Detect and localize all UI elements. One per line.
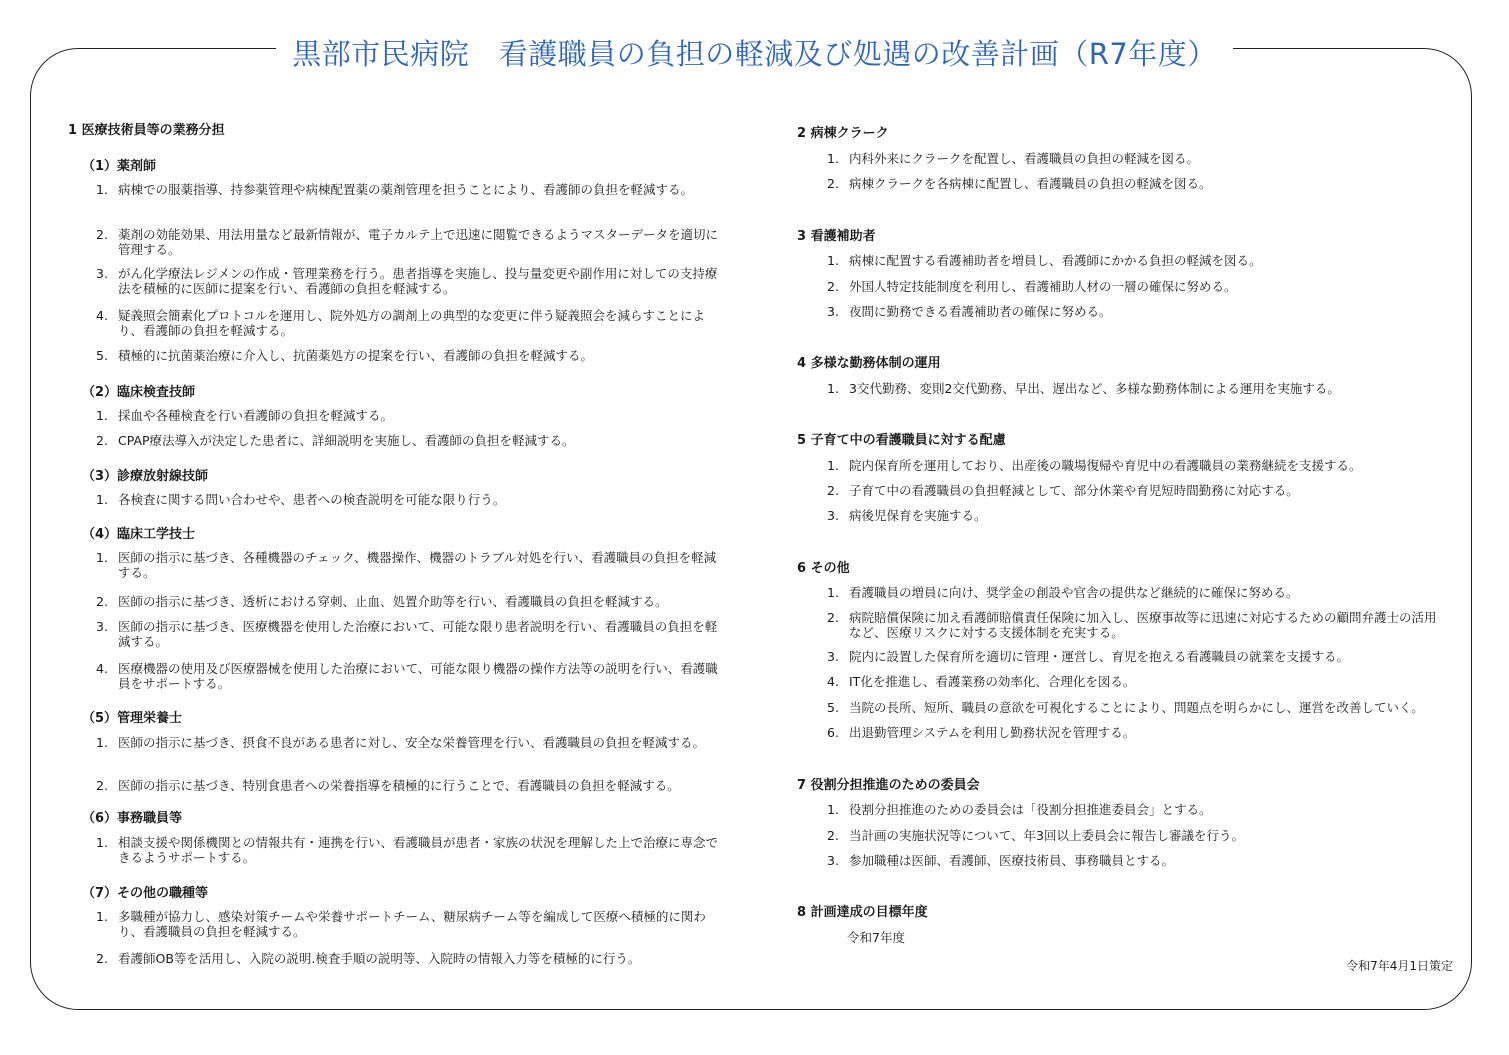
section-heading: 5 子育て中の看護職員に対する配慮: [797, 433, 1006, 448]
list-item: [827, 802, 1447, 817]
section-heading: 3 看護補助者: [797, 229, 876, 244]
item-number: 2.: [827, 176, 839, 191]
item-number: 2.: [96, 433, 108, 448]
item-text: 医師の指示に基づき、各種機器のチェック、機器操作、機器のトラブル対処を行い、看護職員の負担を軽減する。: [118, 550, 717, 580]
item-number: 1.: [96, 835, 108, 850]
item-text: 医療機器の使用及び医療器械を使用した治療において、可能な限り機器の操作方法等の説明を行い、看護職員をサポートする。: [118, 661, 718, 691]
list-item: [827, 458, 1447, 473]
list-item: [96, 408, 723, 423]
item-text: 夜間に勤務できる看護補助者の確保に努める。: [849, 304, 1112, 319]
list-item: [827, 253, 1447, 268]
item-text: 各検査に関する問い合わせや、患者への検査説明を可能な限り行う。: [118, 492, 506, 507]
item-text: 当計画の実施状況等について、年3回以上委員会に報告し審議を行う。: [849, 828, 1244, 843]
item-number: 1.: [96, 550, 108, 565]
item-text: 当院の長所、短所、職員の意欲を可視化することにより、問題点を明らかにし、運営を改善していく。: [849, 700, 1424, 715]
item-number: 2.: [827, 279, 839, 294]
list-item: [827, 176, 1447, 191]
item-text: 院内に設置した保育所を適切に管理・運営し、育児を抱える看護職員の就業を支援する。: [849, 649, 1350, 664]
item-number: 1.: [96, 909, 108, 924]
item-number: 3.: [96, 619, 108, 634]
item-text: 内科外来にクラークを配置し、看護職員の負担の軽減を図る。: [849, 151, 1200, 166]
list-item: [96, 909, 723, 939]
list-item: [827, 610, 1447, 640]
list-item: [827, 853, 1447, 868]
item-text: 積極的に抗菌薬治療に介入し、抗菌薬処方の提案を行い、看護師の負担を軽減する。: [118, 348, 594, 363]
item-text: 相談支援や関係機関との情報共有・連携を行い、看護職員が患者・家族の状況を理解した上で治療に専念できるようサポートする。: [118, 835, 719, 865]
section-heading: 8 計画達成の目標年度: [797, 905, 928, 920]
item-text: 医師の指示に基づき、医療機器を使用した治療において、可能な限り患者説明を行い、看護職員の負担を軽減する。: [118, 619, 718, 649]
subsection-heading: （6）事務職員等: [82, 811, 183, 826]
item-number: 6.: [827, 725, 839, 740]
item-text: 外国人特定技能制度を利用し、看護補助人材の一層の確保に努める。: [849, 279, 1237, 294]
item-number: 5.: [96, 348, 108, 363]
section-heading: 7 役割分担推進のための委員会: [797, 778, 980, 793]
item-text: 院内保育所を運用しており、出産後の職場復帰や育児中の看護職員の業務継続を支援する。: [849, 458, 1362, 473]
list-item: [96, 182, 723, 197]
list-item: [96, 308, 723, 338]
list-item: [827, 828, 1447, 843]
section-heading: 4 多様な勤務体制の運用: [797, 356, 941, 371]
item-text: 医師の指示に基づき、摂食不良がある患者に対し、安全な栄養管理を行い、看護職員の負担を軽減する。: [118, 735, 706, 750]
list-item: [96, 266, 723, 296]
list-item: [96, 433, 723, 448]
list-item: [96, 492, 723, 507]
list-item: [827, 381, 1447, 396]
list-item: [96, 619, 723, 649]
subsection-heading: （5）管理栄養士: [82, 711, 183, 726]
list-item: [96, 661, 723, 691]
item-number: 1.: [96, 492, 108, 507]
list-item: [96, 348, 723, 363]
list-item: [827, 700, 1447, 715]
list-item: [827, 483, 1447, 498]
section-heading: 6 その他: [797, 561, 850, 576]
list-item: [96, 951, 723, 966]
list-item: [827, 585, 1447, 600]
item-number: 2.: [96, 594, 108, 609]
list-item: [827, 725, 1447, 740]
list-item: [96, 550, 723, 580]
list-item: [96, 835, 723, 865]
section-heading: 2 病棟クラーク: [797, 126, 889, 141]
item-number: 2.: [96, 951, 108, 966]
list-item: [827, 151, 1447, 166]
page-title: 黒部市民病院 看護職員の負担の軽減及び処遇の改善計画（R7年度）: [276, 32, 1233, 76]
section-heading: 1 医療技術員等の業務分担: [68, 123, 225, 138]
list-item: [827, 674, 1447, 689]
list-item: [827, 304, 1447, 319]
item-text: 薬剤の効能効果、用法用量など最新情報が、電子カルテ上で迅速に閲覧できるようマスターデータを適切に管理する。: [118, 227, 719, 257]
target-year: 令和7年度: [847, 930, 905, 945]
subsection-heading: （1）薬剤師: [82, 159, 157, 174]
list-item: [96, 594, 723, 609]
item-text: 子育て中の看護職員の負担軽減として、部分休業や育児短時間勤務に対応する。: [849, 483, 1299, 498]
list-item: [827, 508, 1447, 523]
item-text: 疑義照会簡素化プロトコルを運用し、院外処方の調剤上の典型的な変更に伴う疑義照会を減らすことにより、看護師の負担を軽減する。: [118, 308, 706, 338]
item-text: CPAP療法導入が決定した患者に、詳細説明を実施し、看護師の負担を軽減する。: [118, 433, 575, 448]
item-text: IT化を推進し、看護業務の効率化、合理化を図る。: [849, 674, 1136, 689]
item-number: 3.: [827, 853, 839, 868]
item-number: 2.: [827, 610, 839, 625]
list-item: [96, 227, 723, 257]
item-number: 2.: [96, 778, 108, 793]
list-item: [827, 279, 1447, 294]
item-number: 4.: [96, 308, 108, 323]
item-number: 1.: [827, 802, 839, 817]
item-text: 病棟クラークを各病棟に配置し、看護職員の負担の軽減を図る。: [849, 176, 1212, 191]
item-number: 1.: [827, 253, 839, 268]
enactment-date: 令和7年4月1日策定: [1346, 959, 1453, 973]
item-text: 病棟に配置する看護補助者を増員し、看護師にかかる負担の軽減を図る。: [849, 253, 1262, 268]
item-number: 1.: [827, 381, 839, 396]
item-number: 1.: [827, 151, 839, 166]
subsection-heading: （3）診療放射線技師: [82, 469, 209, 484]
item-number: 4.: [96, 661, 108, 676]
item-number: 1.: [96, 735, 108, 750]
item-text: 病院賠償保険に加え看護師賠償責任保険に加入し、医療事故等に迅速に対応するための顧問弁護士の活用など、医療リスクに対する支援体制を充実する。: [849, 610, 1437, 640]
item-text: 役割分担推進のための委員会は「役割分担推進委員会」とする。: [849, 802, 1212, 817]
item-text: 医師の指示に基づき、特別食患者への栄養指導を積極的に行うことで、看護職員の負担を軽減する。: [118, 778, 680, 793]
item-number: 4.: [827, 674, 839, 689]
item-text: 病後児保育を実施する。: [849, 508, 987, 523]
item-number: 2.: [827, 483, 839, 498]
item-text: 3交代勤務、変則2交代勤務、早出、遅出など、多様な勤務体制による運用を実施する。: [849, 381, 1340, 396]
item-text: 採血や各種検査を行い看護師の負担を軽減する。: [118, 408, 394, 423]
item-text: 病棟での服薬指導、持参薬管理や病棟配置薬の薬剤管理を担うことにより、看護師の負担を軽減する。: [118, 182, 694, 197]
item-text: 看護師OB等を活用し、入院の説明.検査手順の説明等、入院時の情報入力等を積極的に行う。: [118, 951, 641, 966]
item-text: 出退勤管理システムを利用し勤務状況を管理する。: [849, 725, 1136, 740]
item-number: 1.: [827, 585, 839, 600]
list-item: [96, 735, 723, 750]
item-text: がん化学療法レジメンの作成・管理業務を行う。患者指導を実施し、投与量変更や副作用に対しての支持療法を積極的に医師に提案を行い、看護師の負担を軽減する。: [118, 266, 718, 296]
list-item: [96, 778, 723, 793]
item-number: 3.: [827, 649, 839, 664]
item-number: 3.: [827, 508, 839, 523]
item-text: 医師の指示に基づき、透析における穿刺、止血、処置介助等を行い、看護職員の負担を軽減する。: [118, 594, 668, 609]
item-text: 参加職種は医師、看護師、医療技術員、事務職員とする。: [849, 853, 1175, 868]
item-number: 2.: [96, 227, 108, 242]
list-item: [827, 649, 1447, 664]
item-number: 1.: [827, 458, 839, 473]
item-number: 3.: [96, 266, 108, 281]
subsection-heading: （2）臨床検査技師: [82, 385, 196, 400]
item-number: 3.: [827, 304, 839, 319]
subsection-heading: （4）臨床工学技士: [82, 527, 196, 542]
item-text: 多職種が協力し、感染対策チームや栄養サポートチーム、糖尿病チーム等を編成して医療へ積極的に関わり、看護職員の負担を軽減する。: [118, 909, 706, 939]
item-number: 1.: [96, 182, 108, 197]
item-number: 1.: [96, 408, 108, 423]
item-number: 5.: [827, 700, 839, 715]
item-text: 看護職員の増員に向け、奨学金の創設や官舎の提供など継続的に確保に努める。: [849, 585, 1299, 600]
subsection-heading: （7）その他の職種等: [82, 886, 209, 901]
item-number: 2.: [827, 828, 839, 843]
